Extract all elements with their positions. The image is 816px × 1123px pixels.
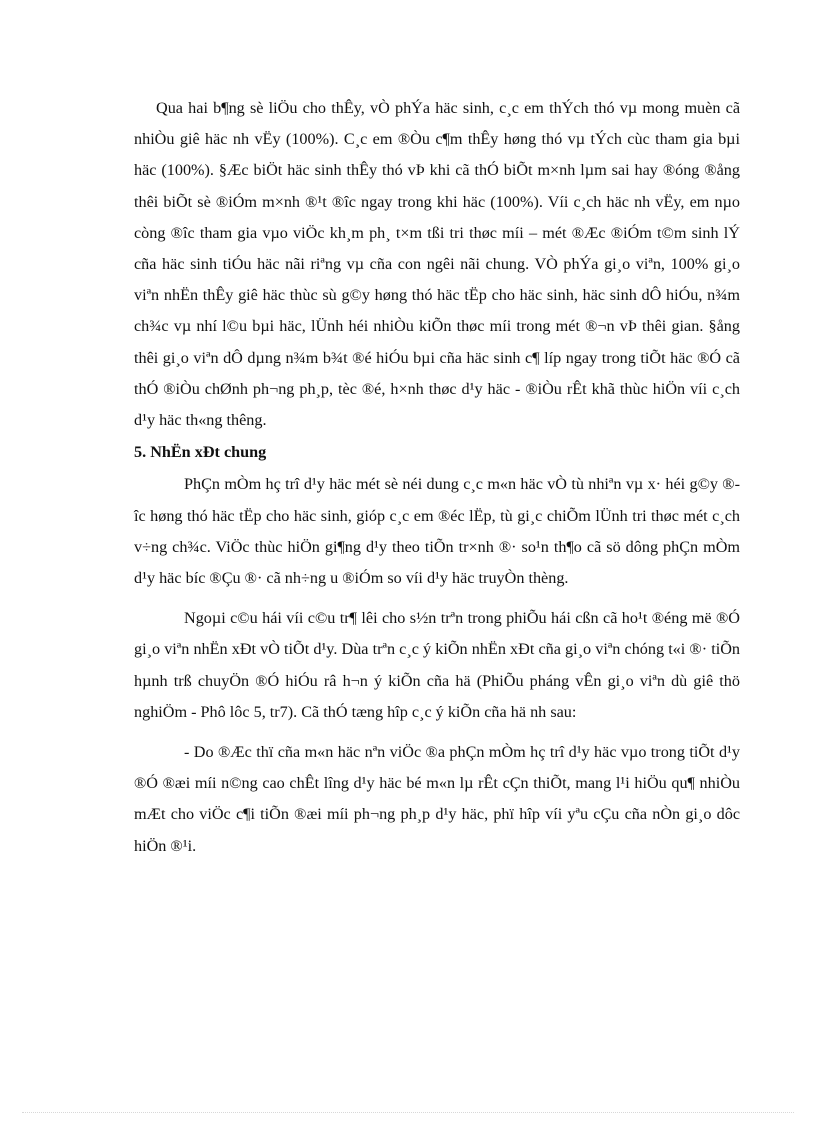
- section-heading-general-remarks: 5. NhËn xÐt chung: [134, 443, 267, 462]
- paragraph-software-benefits: PhÇn mÒm hç trî d¹y häc mét sè néi dung c¸c m«n häc vÒ tù nhiªn vµ x· héi g©y ®îc høng thó häc tËp cho häc sinh, gióp c¸c em ®éc lËp, tù gi¸c chiÕm lÜnh tri thøc mét c¸ch v÷ng ch¾c. ViÖc thùc hiÖn gi¶ng d¹y theo tiÕn tr×nh ®· so¹n th¶o cã sö dông phÇn mÒm d¹y häc bíc ®Çu ®· cã nh÷ng u ®iÓm so víi d¹y häc truyÒn thèng.: [134, 475, 740, 588]
- paragraph-opinion-item: - Do ®Æc thï cña m«n häc nªn viÖc ®a phÇn mÒm hç trî d¹y häc vµo trong tiÕt d¹y ®Ó ®æi míi n©ng cao chÊt lîng d¹y häc bé m«n lµ rÊt cÇn thiÕt, mang l¹i hiÖu qu¶ nhiÒu mÆt cho viÖc c¶i tiÕn ®æi míi ph¬ng ph¸p d¹y häc, phï hîp víi yªu cÇu cña nÒn gi¸o dôc hiÖn ®¹i.: [134, 743, 740, 855]
- page-bottom-divider: [22, 1112, 794, 1113]
- document-body: [134, 93, 740, 862]
- paragraph-survey-results: Qua hai b¶ng sè liÖu cho thÊy, vÒ phÝa häc sinh, c¸c em thÝch thó vµ mong muèn cã nhiÒu giê häc nh vËy (100%). C¸c em ®Òu c¶m thÊy høng thó vµ tÝch cùc tham gia bµi häc (100%). §Æc biÖt häc sinh thÊy thó vÞ khi cã thÓ biÕt m×nh lµm sai hay ®óng ®ång thêi biÕt sè ®iÓm m×nh ®¹t ®îc ngay trong khi häc (100%). Víi c¸ch häc nh vËy, em nµo còng ®îc tham gia vµo viÖc kh¸m ph¸ t×m tßi tri thøc míi – mét ®Æc ®iÓm t©m sinh lÝ cña häc sinh tiÓu häc nãi riªng vµ cña con ngêi nãi chung. VÒ phÝa gi¸o viªn, 100% gi¸o viªn nhËn thÊy giê häc thùc sù g©y høng thó häc tËp cho häc sinh, häc sinh dÔ hiÓu, n¾m ch¾c vµ nhí l©u bµi häc, lÜnh héi nhiÒu kiÕn thøc míi trong mét ®¬n vÞ thêi gian. §ång thêi gi¸o viªn dÔ dµng n¾m b¾t ®é hiÓu bµi cña häc sinh c¶ líp ngay trong tiÕt häc ®Ó cã thÓ ®iÒu chØnh ph¬ng ph¸p, tèc ®é, h×nh thøc d¹y häc - ®iÒu rÊt khã thùc hiÖn víi c¸ch d¹y häc th«ng thêng.: [134, 99, 740, 430]
- paragraph-teacher-feedback: Ngoµi c©u hái víi c©u tr¶ lêi cho s½n trªn trong phiÕu hái cßn cã ho¹t ®éng më ®Ó gi¸o viªn nhËn xÐt vÒ tiÕt d¹y. Dùa trªn c¸c ý kiÕn nhËn xÐt cña gi¸o viªn chóng t«i ®· tiÕn hµnh trß chuyÖn ®Ó hiÓu râ h¬n ý kiÕn cña hä (PhiÕu pháng vÊn gi¸o viªn dù giê thö nghiÖm - Phô lôc 5, tr7). Cã thÓ tæng hîp c¸c ý kiÕn cña hä nh sau:: [134, 609, 740, 721]
